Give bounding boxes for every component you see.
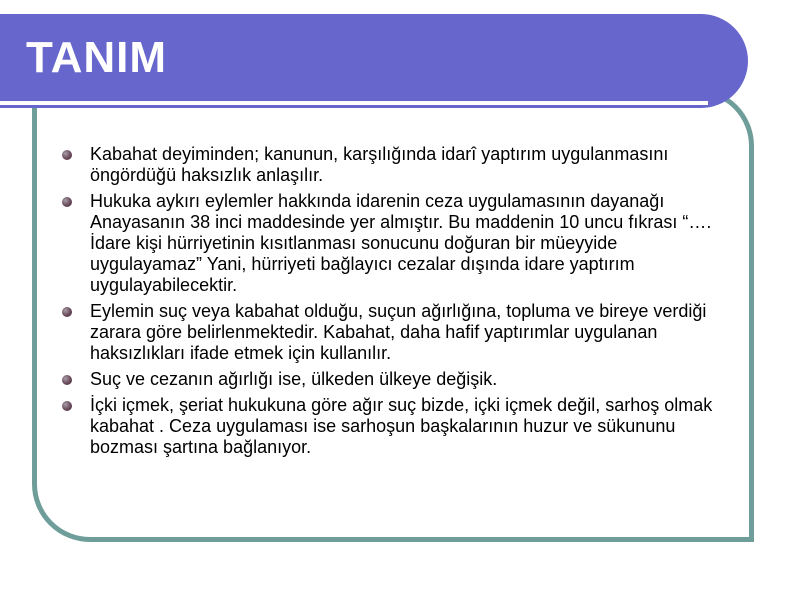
title-underline [0, 101, 708, 105]
slide-title: TANIM [26, 33, 168, 82]
bullet-text: İçki içmek, şeriat hukukuna göre ağır suç bizde, içki içmek değil, sarhoş olmak kabahat . Ceza uygulaması ise sarhoşun başkalarının huzur ve sükununu bozması şartına bağlanıyor. [90, 395, 713, 457]
bullet-dot-icon [62, 375, 72, 385]
bullet-text: Eylemin suç veya kabahat olduğu, suçun ağırlığına, topluma ve bireye verdiği zarara göre belirlenmektedir. Kabahat, daha hafif yaptırımlar uygulanan haksızlıkları ifade etmek için kullanılır. [90, 301, 707, 363]
bullet-text: Kabahat deyiminden; kanunun, karşılığında idarî yaptırım uygulanmasını öngördüğü haksızlık anlaşılır. [90, 144, 669, 185]
bullet-dot-icon [62, 307, 72, 317]
bullet-list [58, 144, 726, 463]
bullet-dot-icon [62, 150, 72, 160]
bullet-item [58, 301, 726, 364]
bullet-item [58, 191, 726, 296]
bullet-text: Suç ve cezanın ağırlığı ise, ülkeden ülkeye değişik. [90, 369, 498, 389]
bullet-item [58, 395, 726, 458]
bullet-dot-icon [62, 401, 72, 411]
bullet-dot-icon [62, 197, 72, 207]
bullet-item [58, 144, 726, 186]
bullet-item [58, 369, 726, 390]
bullet-text: Hukuka aykırı eylemler hakkında idarenin ceza uygulamasının dayanağı Anayasanın 38 inci maddesinde yer almıştır. Bu maddenin 10 uncu fıkrası “…. İdare kişi hürriyetinin kısıtlanması sonucunu doğuran bir müeyyide uygulayamaz” Yani, hürriyeti bağlayıcı cezalar dışında idare yaptırım uygulayabilecektir. [90, 191, 712, 295]
